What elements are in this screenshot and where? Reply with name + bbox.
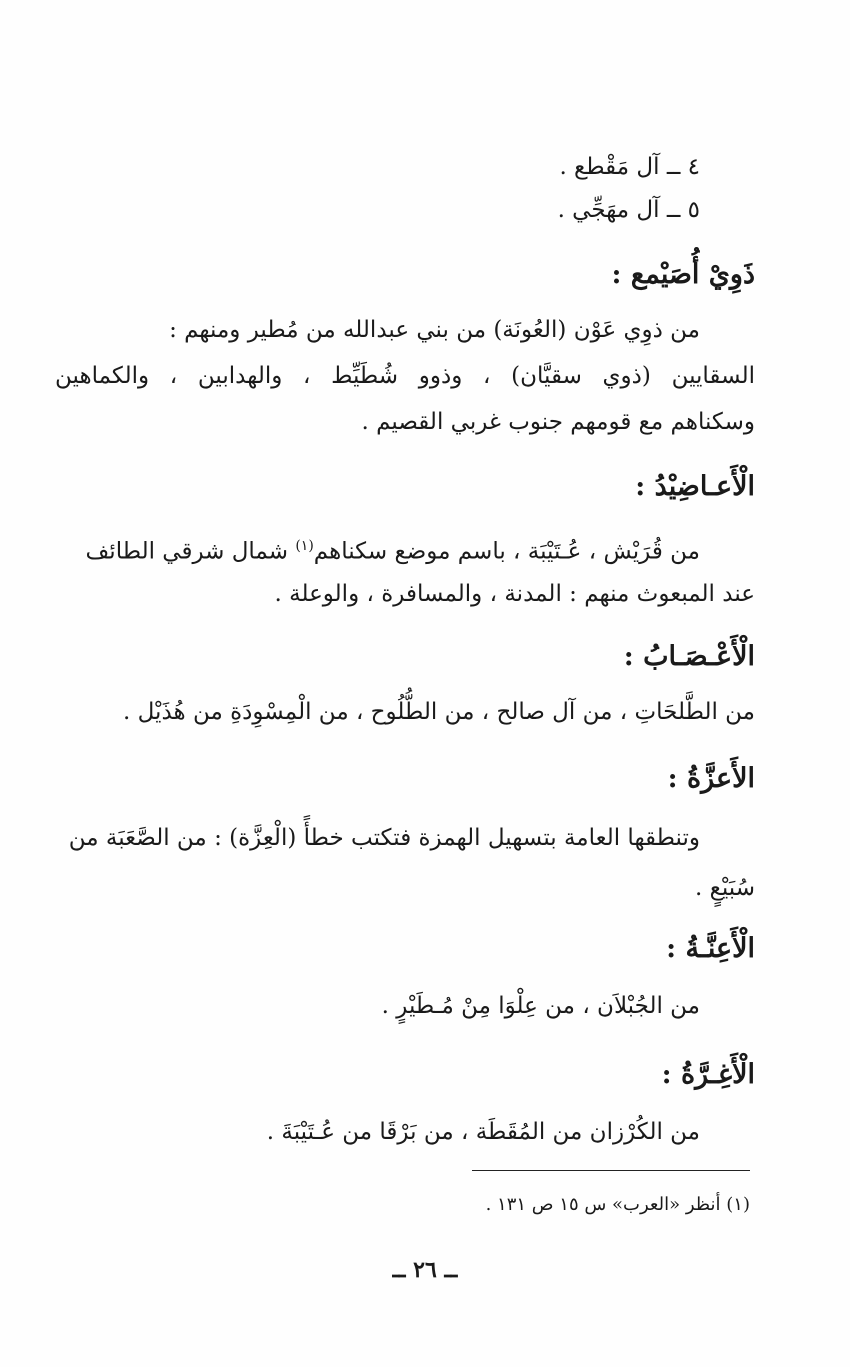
section-heading: الْأَغِـرَّةُ :: [661, 1059, 755, 1090]
paragraph-line: السقايين (ذوي سقيَّان) ، وذوو شُطَيِّط ، والهدابين ، والكماهين: [55, 363, 755, 389]
paragraph-line: من الطَّلحَاتِ ، من آل صالح ، من الطُّلُوح ، من الْمِسْوِدَةِ من هُذَيْل .: [123, 699, 755, 725]
paragraph-line: وتنطقها العامة بتسهيل الهمزة فتكتب خطأً (الْعِزَّة) : من الصَّعَبَة من: [68, 825, 700, 851]
paragraph-line: من ذوِي عَوْن (العُونَة) من بني عبدالله من مُطير ومنهم :: [169, 317, 700, 343]
section-heading: ذَوِيْ أُصَيْمع :: [611, 259, 755, 290]
paragraph-line: سُبَيْعٍ .: [694, 875, 755, 901]
section-heading: الْأَعْـصَـابُ :: [623, 641, 755, 672]
footnote: (١) أنظر «العرب» س ١٥ ص ١٣١ .: [485, 1194, 750, 1215]
section-heading: الأَعزَّةُ :: [667, 763, 755, 794]
footnote-divider: [472, 1170, 750, 1171]
paragraph-line: وسكناهم مع قومهم جنوب غربي القصيم .: [361, 409, 755, 435]
footnote-reference: (١): [295, 538, 314, 554]
list-item: ٥ ــ آل مهَجِّي .: [557, 197, 700, 223]
paragraph-line: من قُرَيْش ، عُـتَيْبَة ، باسم موضع سكناهم$^{(١)}$ شمال شرقي الطائف: [85, 538, 700, 565]
list-item: ٤ ــ آل مَقْطع .: [559, 154, 700, 180]
section-heading: الْأَعِنَّـةُ :: [666, 933, 755, 964]
paragraph-line: عند المبعوث منهم : المدنة ، والمسافرة ، والوعلة .: [274, 581, 755, 607]
paragraph-line: من الجُبْلاَن ، من عِلْوَا مِنْ مُـطَيْرٍ .: [381, 993, 700, 1019]
page-number: ــ ٢٦ ــ: [392, 1257, 458, 1283]
section-heading: الْأَعـاضِيْدُ :: [635, 471, 755, 502]
paragraph-line: من الكُرْزان من المُقَطَة ، من بَرْقَا من عُـتَيْبَةَ .: [266, 1119, 700, 1145]
